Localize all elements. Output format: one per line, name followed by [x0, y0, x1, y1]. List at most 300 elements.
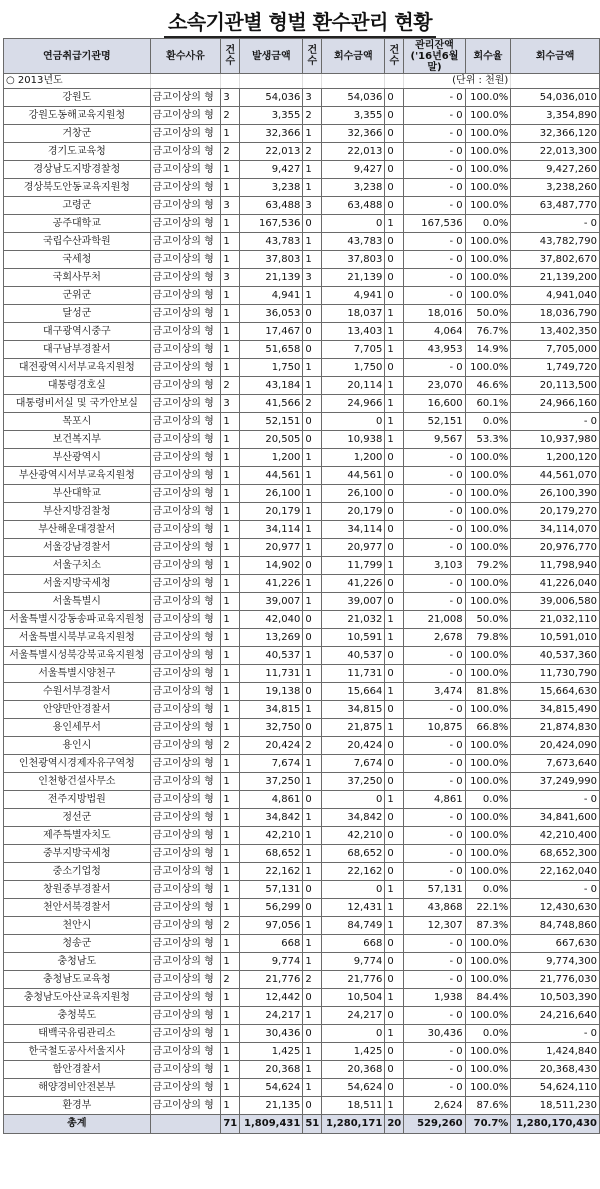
reason-cell: 금고이상의 형 [150, 233, 221, 251]
count-issued-cell: 1 [221, 953, 240, 971]
collected-amount-cell: 13,403 [322, 323, 385, 341]
count-balance-cell: 1 [385, 341, 404, 359]
count-issued-cell: 3 [221, 269, 240, 287]
collected-amount-cell: 44,561 [322, 467, 385, 485]
balance-cell: - 0 [404, 539, 465, 557]
collected-amount-cell: 54,036 [322, 89, 385, 107]
rate-cell: 100.0% [465, 449, 511, 467]
table-row [4, 107, 600, 125]
count-balance-cell: 0 [385, 971, 404, 989]
issued-amount-cell: 7,674 [240, 755, 303, 773]
balance-cell: 4,861 [404, 791, 465, 809]
collected-amount-cell: 10,938 [322, 431, 385, 449]
collected-amount-cell: 7,705 [322, 341, 385, 359]
agency-cell: 경기도교육청 [4, 143, 151, 161]
table-row [4, 1079, 600, 1097]
balance-cell: - 0 [404, 449, 465, 467]
count-issued-cell: 1 [221, 287, 240, 305]
table-row [4, 179, 600, 197]
count-balance-cell: 0 [385, 863, 404, 881]
count-balance-cell: 1 [385, 989, 404, 1007]
balance-cell: - 0 [404, 179, 465, 197]
rate-cell: 100.0% [465, 953, 511, 971]
count-collected-cell: 2 [303, 971, 322, 989]
collected-won-cell: 39,006,580 [511, 593, 600, 611]
count-balance-cell: 0 [385, 845, 404, 863]
rate-cell: 100.0% [465, 359, 511, 377]
count-collected-cell: 0 [303, 1025, 322, 1043]
collected-amount-cell: 42,210 [322, 827, 385, 845]
agency-cell: 달성군 [4, 305, 151, 323]
agency-cell: 중소기업청 [4, 863, 151, 881]
count-collected-cell: 1 [303, 809, 322, 827]
table-row [4, 197, 600, 215]
rate-cell: 100.0% [465, 593, 511, 611]
collected-won-cell: 34,841,600 [511, 809, 600, 827]
agency-cell: 국립수산과학원 [4, 233, 151, 251]
count-collected-cell: 0 [303, 989, 322, 1007]
count-issued-cell: 1 [221, 1079, 240, 1097]
rate-cell: 53.3% [465, 431, 511, 449]
agency-cell: 부산광역시서부교육지원청 [4, 467, 151, 485]
issued-amount-cell: 63,488 [240, 197, 303, 215]
reason-cell: 금고이상의 형 [150, 143, 221, 161]
collected-amount-cell: 0 [322, 791, 385, 809]
agency-cell: 서울구치소 [4, 557, 151, 575]
count-collected-cell: 0 [303, 683, 322, 701]
balance-cell: - 0 [404, 863, 465, 881]
reason-cell: 금고이상의 형 [150, 773, 221, 791]
table-row [4, 233, 600, 251]
reason-cell: 금고이상의 형 [150, 251, 221, 269]
balance-cell: 2,678 [404, 629, 465, 647]
rate-cell: 14.9% [465, 341, 511, 359]
collected-amount-cell: 0 [322, 413, 385, 431]
total-issued: 1,809,431 [240, 1115, 303, 1134]
table-row [4, 1043, 600, 1061]
agency-cell: 부산해운대경찰서 [4, 521, 151, 539]
count-issued-cell: 1 [221, 1061, 240, 1079]
count-balance-cell: 0 [385, 539, 404, 557]
count-issued-cell: 1 [221, 935, 240, 953]
reason-cell: 금고이상의 형 [150, 683, 221, 701]
balance-cell: - 0 [404, 665, 465, 683]
collected-won-cell: 26,100,390 [511, 485, 600, 503]
count-issued-cell: 1 [221, 431, 240, 449]
count-balance-cell: 1 [385, 629, 404, 647]
count-balance-cell: 1 [385, 683, 404, 701]
table-row [4, 593, 600, 611]
reason-cell: 금고이상의 형 [150, 449, 221, 467]
table-row [4, 485, 600, 503]
rate-cell: 100.0% [465, 503, 511, 521]
issued-amount-cell: 1,425 [240, 1043, 303, 1061]
count-collected-cell: 0 [303, 791, 322, 809]
count-balance-cell: 0 [385, 737, 404, 755]
count-collected-cell: 1 [303, 485, 322, 503]
agency-cell: 용인세무서 [4, 719, 151, 737]
rate-cell: 100.0% [465, 521, 511, 539]
header-row [4, 39, 600, 74]
agency-cell: 해양경비안전본부 [4, 1079, 151, 1097]
collected-amount-cell: 1,200 [322, 449, 385, 467]
collected-won-cell: 20,368,430 [511, 1061, 600, 1079]
count-issued-cell: 1 [221, 881, 240, 899]
reason-cell: 금고이상의 형 [150, 395, 221, 413]
collected-amount-cell: 20,368 [322, 1061, 385, 1079]
count-collected-cell: 1 [303, 935, 322, 953]
balance-cell: 30,436 [404, 1025, 465, 1043]
count-balance-cell: 0 [385, 935, 404, 953]
count-issued-cell: 2 [221, 377, 240, 395]
count-balance-cell: 1 [385, 305, 404, 323]
count-balance-cell: 0 [385, 89, 404, 107]
agency-cell: 천안서북경찰서 [4, 899, 151, 917]
rate-cell: 100.0% [465, 467, 511, 485]
agency-cell: 대통령비서실 및 국가안보실 [4, 395, 151, 413]
count-balance-cell: 0 [385, 1079, 404, 1097]
count-collected-cell: 1 [303, 647, 322, 665]
reason-cell: 금고이상의 형 [150, 665, 221, 683]
agency-cell: 인천광역시경제자유구역청 [4, 755, 151, 773]
issued-amount-cell: 1,750 [240, 359, 303, 377]
table-row [4, 305, 600, 323]
page-title-text: 소속기관별 형벌 환수관리 현황 [164, 6, 436, 38]
table-row [4, 1025, 600, 1043]
count-balance-cell: 1 [385, 719, 404, 737]
collected-amount-cell: 24,217 [322, 1007, 385, 1025]
rate-cell: 50.0% [465, 305, 511, 323]
issued-amount-cell: 34,815 [240, 701, 303, 719]
table-row [4, 341, 600, 359]
issued-amount-cell: 22,013 [240, 143, 303, 161]
collected-amount-cell: 21,032 [322, 611, 385, 629]
count-issued-cell: 1 [221, 827, 240, 845]
balance-cell: 4,064 [404, 323, 465, 341]
count-collected-cell: 2 [303, 395, 322, 413]
rate-cell: 100.0% [465, 89, 511, 107]
balance-cell: 43,953 [404, 341, 465, 359]
count-collected-cell: 1 [303, 1061, 322, 1079]
table-row [4, 863, 600, 881]
balance-cell: - 0 [404, 359, 465, 377]
count-balance-cell: 0 [385, 503, 404, 521]
rate-cell: 87.6% [465, 1097, 511, 1115]
collected-amount-cell: 0 [322, 1025, 385, 1043]
balance-cell: 1,938 [404, 989, 465, 1007]
balance-cell: 23,070 [404, 377, 465, 395]
collected-won-cell: 24,966,160 [511, 395, 600, 413]
collected-amount-cell: 10,504 [322, 989, 385, 1007]
issued-amount-cell: 56,299 [240, 899, 303, 917]
agency-cell: 한국철도공사서울지사 [4, 1043, 151, 1061]
count-issued-cell: 1 [221, 755, 240, 773]
collected-amount-cell: 10,591 [322, 629, 385, 647]
table-row [4, 377, 600, 395]
issued-amount-cell: 32,366 [240, 125, 303, 143]
collected-amount-cell: 21,875 [322, 719, 385, 737]
balance-cell: - 0 [404, 971, 465, 989]
balance-cell: - 0 [404, 251, 465, 269]
count-collected-cell: 1 [303, 377, 322, 395]
count-issued-cell: 1 [221, 323, 240, 341]
reason-cell: 금고이상의 형 [150, 1043, 221, 1061]
collected-won-cell: 21,874,830 [511, 719, 600, 737]
collected-amount-cell: 39,007 [322, 593, 385, 611]
collected-amount-cell: 11,731 [322, 665, 385, 683]
balance-cell: - 0 [404, 809, 465, 827]
count-collected-cell: 1 [303, 521, 322, 539]
table-row [4, 395, 600, 413]
agency-cell: 청송군 [4, 935, 151, 953]
collected-won-cell: 18,511,230 [511, 1097, 600, 1115]
table-row [4, 881, 600, 899]
rate-cell: 100.0% [465, 935, 511, 953]
table-row [4, 809, 600, 827]
reason-cell: 금고이상의 형 [150, 593, 221, 611]
agency-cell: 목포시 [4, 413, 151, 431]
count-balance-cell: 0 [385, 647, 404, 665]
count-issued-cell: 2 [221, 971, 240, 989]
issued-amount-cell: 20,505 [240, 431, 303, 449]
count-balance-cell: 1 [385, 413, 404, 431]
balance-cell: 12,307 [404, 917, 465, 935]
count-collected-cell: 1 [303, 125, 322, 143]
balance-cell: 9,567 [404, 431, 465, 449]
count-collected-cell: 0 [303, 899, 322, 917]
table-row [4, 791, 600, 809]
issued-amount-cell: 9,774 [240, 953, 303, 971]
table-row [4, 521, 600, 539]
collected-amount-cell: 63,488 [322, 197, 385, 215]
balance-cell: - 0 [404, 935, 465, 953]
collected-won-cell: 22,013,300 [511, 143, 600, 161]
table-row [4, 611, 600, 629]
count-issued-cell: 1 [221, 629, 240, 647]
header-count-balance: 건수 [385, 39, 404, 74]
collected-won-cell: 20,424,090 [511, 737, 600, 755]
count-balance-cell: 0 [385, 1061, 404, 1079]
collected-amount-cell: 43,783 [322, 233, 385, 251]
rate-cell: 0.0% [465, 791, 511, 809]
collected-amount-cell: 15,664 [322, 683, 385, 701]
count-collected-cell: 0 [303, 215, 322, 233]
collected-won-cell: 44,561,070 [511, 467, 600, 485]
issued-amount-cell: 167,536 [240, 215, 303, 233]
count-collected-cell: 0 [303, 881, 322, 899]
collected-amount-cell: 20,179 [322, 503, 385, 521]
table-row [4, 161, 600, 179]
count-balance-cell: 1 [385, 377, 404, 395]
reason-cell: 금고이상의 형 [150, 935, 221, 953]
unit-label: (단위 : 천원) [404, 74, 511, 89]
count-collected-cell: 0 [303, 611, 322, 629]
reason-cell: 금고이상의 형 [150, 341, 221, 359]
agency-cell: 수원서부경찰서 [4, 683, 151, 701]
issued-amount-cell: 41,566 [240, 395, 303, 413]
count-balance-cell: 0 [385, 1043, 404, 1061]
collected-won-cell: 32,366,120 [511, 125, 600, 143]
balance-cell: 10,875 [404, 719, 465, 737]
reason-cell: 금고이상의 형 [150, 701, 221, 719]
count-issued-cell: 1 [221, 791, 240, 809]
balance-cell: - 0 [404, 107, 465, 125]
count-balance-cell: 1 [385, 215, 404, 233]
count-balance-cell: 1 [385, 1025, 404, 1043]
rate-cell: 100.0% [465, 143, 511, 161]
reason-cell: 금고이상의 형 [150, 575, 221, 593]
collected-won-cell: 21,776,030 [511, 971, 600, 989]
rate-cell: 84.4% [465, 989, 511, 1007]
count-balance-cell: 1 [385, 917, 404, 935]
count-issued-cell: 1 [221, 863, 240, 881]
table-row [4, 971, 600, 989]
count-collected-cell: 1 [303, 179, 322, 197]
count-balance-cell: 0 [385, 449, 404, 467]
collected-won-cell: 11,730,790 [511, 665, 600, 683]
agency-cell: 전주지방법원 [4, 791, 151, 809]
reason-cell: 금고이상의 형 [150, 215, 221, 233]
collected-amount-cell: 18,511 [322, 1097, 385, 1115]
count-collected-cell: 1 [303, 575, 322, 593]
rate-cell: 100.0% [465, 701, 511, 719]
count-collected-cell: 0 [303, 341, 322, 359]
rate-cell: 100.0% [465, 125, 511, 143]
issued-amount-cell: 37,803 [240, 251, 303, 269]
collected-amount-cell: 9,427 [322, 161, 385, 179]
collected-amount-cell: 1,750 [322, 359, 385, 377]
reason-cell: 금고이상의 형 [150, 827, 221, 845]
issued-amount-cell: 34,842 [240, 809, 303, 827]
reason-cell: 금고이상의 형 [150, 467, 221, 485]
agency-cell: 정선군 [4, 809, 151, 827]
issued-amount-cell: 19,138 [240, 683, 303, 701]
agency-cell: 강원도동해교육지원청 [4, 107, 151, 125]
count-collected-cell: 2 [303, 737, 322, 755]
collected-won-cell: 4,941,040 [511, 287, 600, 305]
count-collected-cell: 3 [303, 269, 322, 287]
table-row [4, 287, 600, 305]
balance-cell: - 0 [404, 1007, 465, 1025]
collected-won-cell: 10,503,390 [511, 989, 600, 1007]
collected-won-cell: 20,976,770 [511, 539, 600, 557]
collected-amount-cell: 18,037 [322, 305, 385, 323]
count-issued-cell: 1 [221, 359, 240, 377]
issued-amount-cell: 36,053 [240, 305, 303, 323]
count-issued-cell: 1 [221, 341, 240, 359]
collected-won-cell: 18,036,790 [511, 305, 600, 323]
agency-cell: 환경부 [4, 1097, 151, 1115]
collected-amount-cell: 9,774 [322, 953, 385, 971]
count-issued-cell: 1 [221, 989, 240, 1007]
reason-cell: 금고이상의 형 [150, 521, 221, 539]
header-rate: 회수율 [465, 39, 511, 74]
rate-cell: 87.3% [465, 917, 511, 935]
agency-cell: 충청남도교육청 [4, 971, 151, 989]
count-balance-cell: 0 [385, 125, 404, 143]
reason-cell: 금고이상의 형 [150, 197, 221, 215]
issued-amount-cell: 54,036 [240, 89, 303, 107]
balance-cell: - 0 [404, 701, 465, 719]
rate-cell: 100.0% [465, 647, 511, 665]
total-collected: 1,280,171 [322, 1115, 385, 1134]
table-row [4, 953, 600, 971]
balance-cell: - 0 [404, 125, 465, 143]
reason-cell: 금고이상의 형 [150, 413, 221, 431]
collected-won-cell: 37,249,990 [511, 773, 600, 791]
count-issued-cell: 1 [221, 179, 240, 197]
rate-cell: 100.0% [465, 827, 511, 845]
count-collected-cell: 0 [303, 431, 322, 449]
rate-cell: 100.0% [465, 161, 511, 179]
balance-cell: - 0 [404, 737, 465, 755]
reason-cell: 금고이상의 형 [150, 719, 221, 737]
agency-cell: 안양만안경찰서 [4, 701, 151, 719]
rate-cell: 76.7% [465, 323, 511, 341]
count-balance-cell: 0 [385, 287, 404, 305]
rate-cell: 66.8% [465, 719, 511, 737]
count-collected-cell: 2 [303, 107, 322, 125]
reason-cell: 금고이상의 형 [150, 899, 221, 917]
collected-won-cell: - 0 [511, 215, 600, 233]
reason-cell: 금고이상의 형 [150, 971, 221, 989]
collected-won-cell: 12,430,630 [511, 899, 600, 917]
reason-cell: 금고이상의 형 [150, 539, 221, 557]
issued-amount-cell: 68,652 [240, 845, 303, 863]
rate-cell: 100.0% [465, 773, 511, 791]
count-balance-cell: 0 [385, 143, 404, 161]
count-collected-cell: 1 [303, 467, 322, 485]
issued-amount-cell: 11,731 [240, 665, 303, 683]
count-balance-cell: 1 [385, 899, 404, 917]
issued-amount-cell: 42,040 [240, 611, 303, 629]
issued-amount-cell: 3,238 [240, 179, 303, 197]
collected-won-cell: - 0 [511, 791, 600, 809]
collected-won-cell: 20,179,270 [511, 503, 600, 521]
collected-won-cell: 10,591,010 [511, 629, 600, 647]
agency-cell: 창원중부경찰서 [4, 881, 151, 899]
reason-cell: 금고이상의 형 [150, 611, 221, 629]
balance-cell: - 0 [404, 161, 465, 179]
agency-cell: 강원도 [4, 89, 151, 107]
count-balance-cell: 1 [385, 1097, 404, 1115]
agency-cell: 서울지방국세청 [4, 575, 151, 593]
count-collected-cell: 1 [303, 539, 322, 557]
count-issued-cell: 1 [221, 467, 240, 485]
table-row [4, 827, 600, 845]
header-issued-amount: 발생금액 [240, 39, 303, 74]
balance-cell: - 0 [404, 845, 465, 863]
count-issued-cell: 1 [221, 575, 240, 593]
collected-amount-cell: 20,114 [322, 377, 385, 395]
collected-amount-cell: 3,355 [322, 107, 385, 125]
count-collected-cell: 1 [303, 917, 322, 935]
balance-cell: - 0 [404, 827, 465, 845]
count-balance-cell: 1 [385, 881, 404, 899]
count-issued-cell: 1 [221, 521, 240, 539]
rate-cell: 100.0% [465, 269, 511, 287]
collected-amount-cell: 34,842 [322, 809, 385, 827]
collected-won-cell: 10,937,980 [511, 431, 600, 449]
count-issued-cell: 1 [221, 305, 240, 323]
agency-cell: 태백국유림관리소 [4, 1025, 151, 1043]
reason-cell: 금고이상의 형 [150, 305, 221, 323]
rate-cell: 100.0% [465, 233, 511, 251]
total-row [4, 1115, 600, 1134]
table-row [4, 413, 600, 431]
collected-won-cell: 37,802,670 [511, 251, 600, 269]
table-row [4, 143, 600, 161]
